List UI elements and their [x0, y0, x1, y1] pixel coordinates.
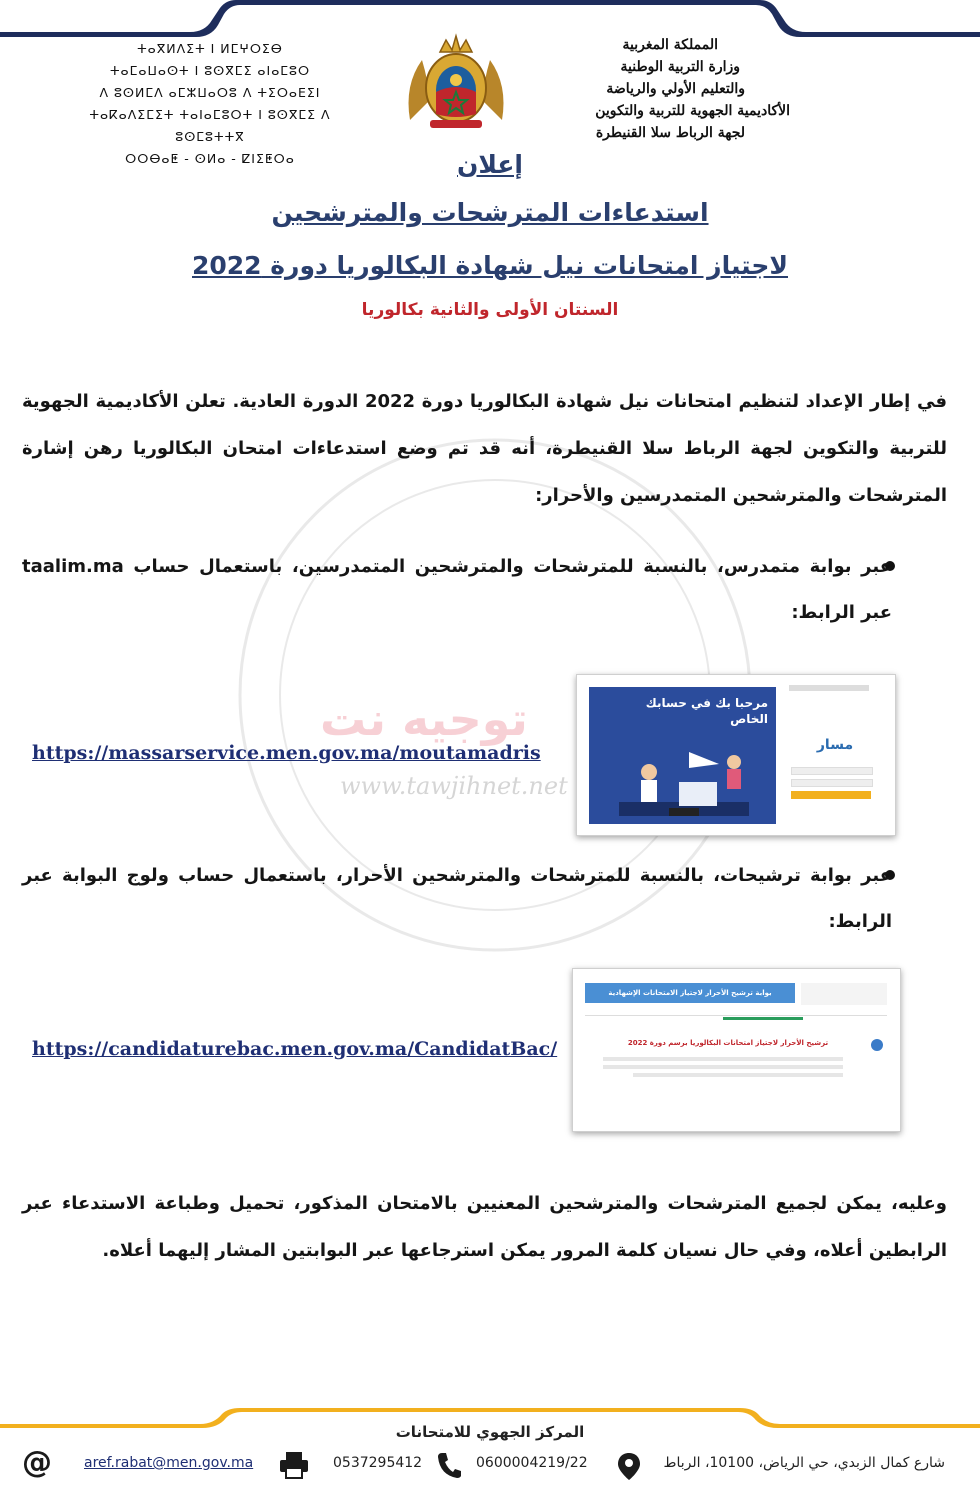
footer-title: المركز الجهوي للامتحانات — [395, 1423, 585, 1441]
announcement-title: إعلان — [457, 150, 523, 179]
massar-logo: مسار — [816, 737, 854, 753]
massar-top-bar — [789, 685, 869, 691]
closing-paragraph: وعليه، يمكن لجميع المترشحات والمترشحين المعنيين بالامتحان المذكور، تحميل وطباعة الاستدعاء عبر الرابطين أعلاه، وفي حال نسيان كلمة المرور يمكن استرجاعها عبر البوابتين المشار إليهما أعلاه. — [22, 1193, 947, 1261]
fax-printer-icon — [278, 1450, 310, 1480]
region-name: لجهة الرباط سلا القنيطرة — [595, 125, 745, 141]
footer-email[interactable]: aref.rabat@men.gov.ma — [84, 1455, 254, 1471]
bullet-item-1: عبر بوابة متمدرس، بالنسبة للمترشحات والمترشحين المتمدرسين، باستعمال حساب taalim.ma عبر الرابط: — [22, 556, 892, 623]
location-pin-icon — [616, 1451, 642, 1481]
active-tab-indicator — [723, 1017, 803, 1020]
password-field — [791, 779, 873, 787]
watermark-url: www.tawjihnet.net — [340, 772, 568, 800]
ministry-name: وزارة التربية الوطنية — [620, 59, 740, 75]
text-line — [603, 1057, 843, 1061]
tifinagh-line-4: ⵜⴰⴽⴰⴷⵉⵎⵉⵜ ⵜⴰⵏⴰⵎⵓⵔⵜ ⵏ ⵓⵙⴳⵎⵉ ⴷ ⵓⵙⵎⵓⵜⵜⴳ — [89, 107, 331, 144]
main-title: استدعاءات المترشحات والمترشحين — [271, 198, 709, 227]
candidature-logo-area — [801, 983, 887, 1005]
students-illustration-icon — [609, 742, 759, 822]
watermark-text: توجيه نت — [320, 692, 528, 746]
morocco-coat-of-arms-icon — [400, 30, 512, 130]
phone-icon — [436, 1451, 462, 1479]
arabic-header — [500, 34, 830, 144]
username-field — [791, 767, 873, 775]
footer-phone: 0600004219/22 — [476, 1455, 588, 1471]
tifinagh-line-2: ⵜⴰⵎⴰⵡⴰⵙⵜ ⵏ ⵓⵙⴳⵎⵉ ⴰⵏⴰⵎⵓⵔ — [109, 63, 311, 78]
massar-portal-screenshot — [576, 674, 896, 836]
intro-paragraph: في إطار الإعداد لتنظيم امتحانات نيل شهادة البكالوريا دورة 2022 الدورة العادية. تعلن الأكاديمية الجهوية للتربية والتكوين لجهة الرباط سلا القنيطرة، أنه قد تم وضع استدعاءات امتحان البكالوريا رهن إشارة المترشحات والمترشحين المتمدرسين والأحرار: — [22, 391, 947, 506]
footer-address: شارع كمال الزبدي، حي الرياض، 10100، الرباط — [663, 1455, 945, 1471]
text-line — [633, 1073, 843, 1077]
tifinagh-line-3: ⴷ ⵓⵙⵍⵎⴷ ⴰⵎⵣⵡⴰⵔⵓ ⴷ ⵜⵉⵔⴰⴹⵉⵏ — [99, 85, 321, 100]
email-at-icon: @ — [22, 1445, 52, 1480]
candidature-banner: بوابة ترشيح الأحرار لاجتياز الامتحانات الإشهادية — [585, 983, 795, 1003]
tifinagh-line-5: ⵔⵔⴱⴰⵟ - ⵙⵍⴰ - ⵇⵏⵉⵟⵔⴰ — [125, 151, 295, 166]
years-subtitle: السنتان الأولى والثانية بكالوريا — [361, 300, 619, 320]
ministry-name-2: والتعليم الأولي والرياضة — [606, 81, 745, 97]
massar-link[interactable]: https://massarservice.men.gov.ma/moutamadris — [32, 742, 541, 764]
kingdom-name: المملكة المغربية — [622, 37, 718, 53]
candidature-link[interactable]: https://candidaturebac.men.gov.ma/CandidatBac/ — [32, 1038, 558, 1060]
bullet-item-2: عبر بوابة ترشيحات، بالنسبة للمترشحات والمترشحين الأحرار، باستعمال حساب ولوج البوابة عبر الرابط: — [22, 865, 892, 932]
footer-fax: 0537295412 — [333, 1455, 423, 1471]
massar-welcome-text: مرحبا بك في حسابك الخاص — [645, 696, 768, 726]
login-button — [791, 791, 871, 799]
candidature-portal-screenshot — [572, 968, 901, 1132]
globe-icon — [871, 1039, 883, 1051]
tifinagh-line-1: ⵜⴰⴳⵍⴷⵉⵜ ⵏ ⵍⵎⵖⵔⵉⴱ — [137, 41, 283, 56]
candidature-heading: ترشيح الأحرار لاجتياز امتحانات البكالوريا برسم دورة 2022 — [627, 1039, 829, 1047]
academy-name: الأكاديمية الجهوية للتربية والتكوين — [595, 103, 790, 119]
text-line — [603, 1065, 843, 1069]
nav-divider — [585, 1015, 887, 1016]
massar-hero-panel — [589, 687, 776, 824]
exam-subtitle: لاجتياز امتحانات نيل شهادة البكالوريا دورة 2022 — [192, 251, 788, 280]
